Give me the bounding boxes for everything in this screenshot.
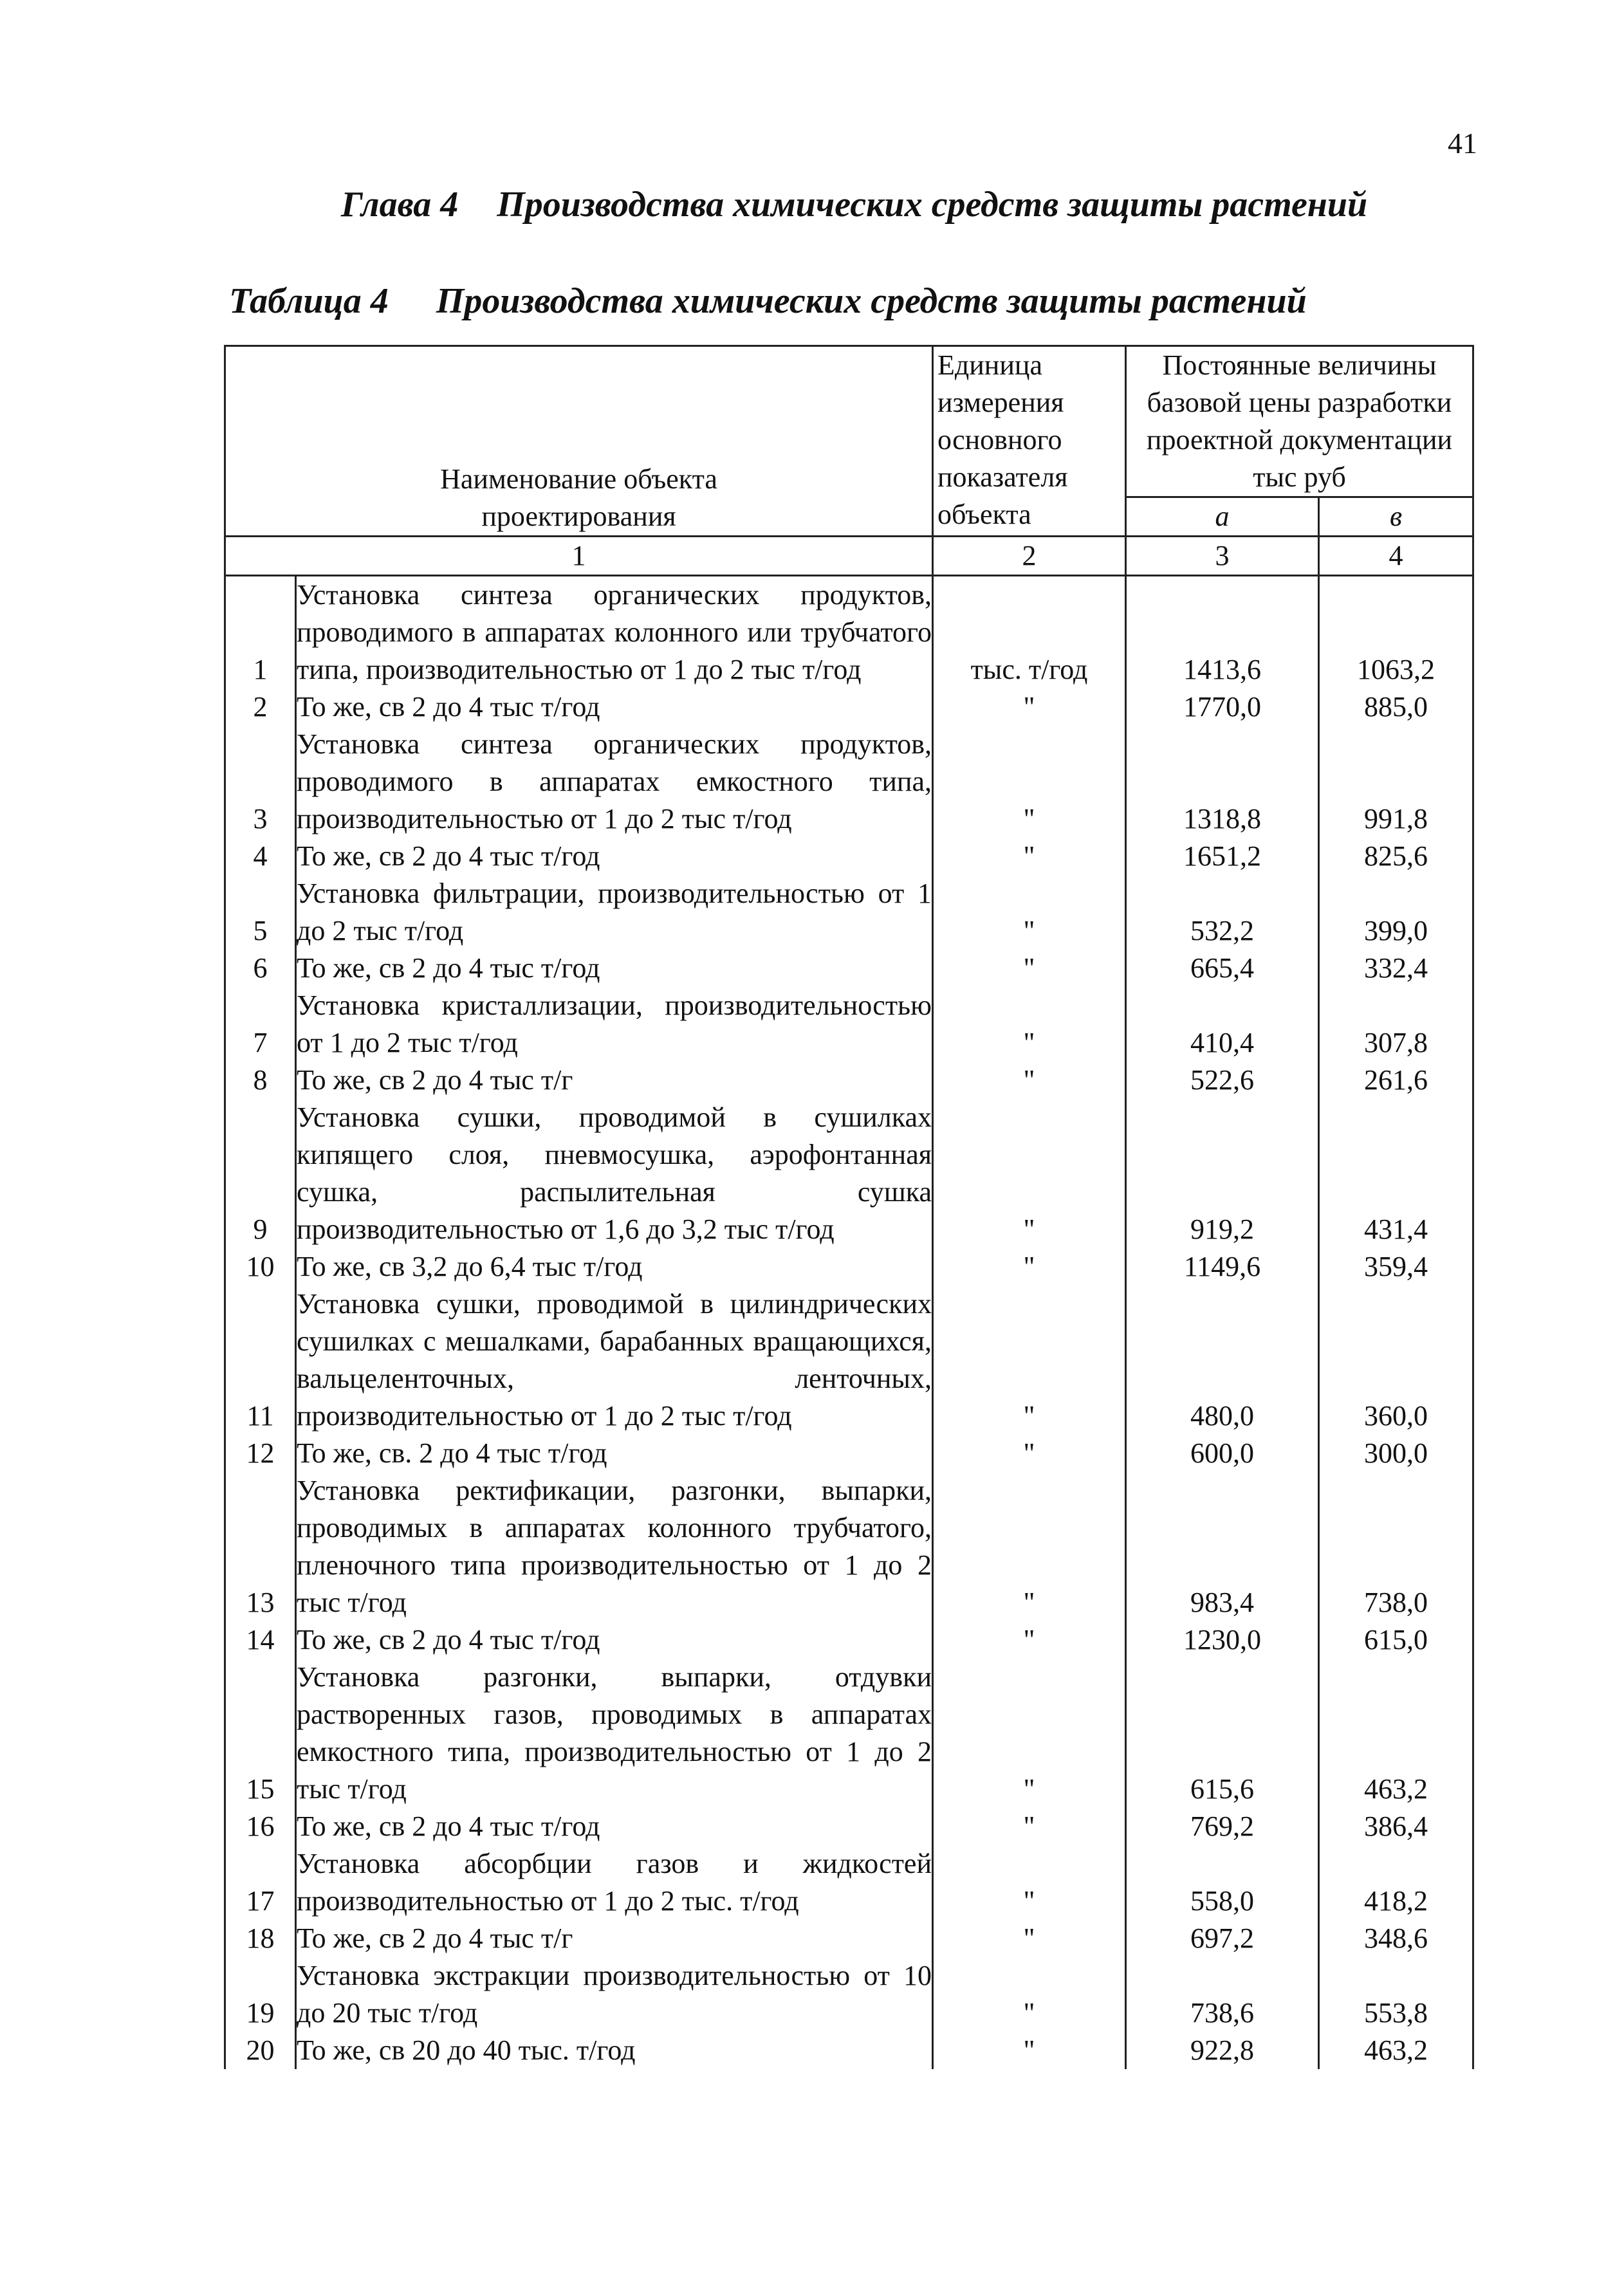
table-label: Таблица 4 xyxy=(229,281,389,321)
row-unit: " xyxy=(933,1248,1126,1285)
row-value-a: 615,6 xyxy=(1126,1659,1319,1808)
row-number: 12 xyxy=(225,1435,296,1472)
row-value-a: 522,6 xyxy=(1126,1062,1319,1099)
row-value-a: 1770,0 xyxy=(1126,688,1319,726)
row-number: 20 xyxy=(225,2032,296,2069)
table-caption xyxy=(229,281,1387,322)
table-row xyxy=(225,1435,1473,1472)
row-value-a: 1413,6 xyxy=(1126,576,1319,689)
table-row xyxy=(225,1808,1473,1845)
table-row xyxy=(225,1472,1473,1621)
row-number: 2 xyxy=(225,688,296,726)
row-name: Установка ректификации, разгонки, выпарки, проводимых в аппаратах колонного трубчатого, пленочного типа производительностью от 1 до 2 тыс т/год xyxy=(296,1472,933,1621)
table-row xyxy=(225,688,1473,726)
table-row xyxy=(225,875,1473,950)
row-value-b: 615,0 xyxy=(1319,1621,1473,1659)
row-number: 13 xyxy=(225,1472,296,1621)
row-name: То же, св 2 до 4 тыс т/год xyxy=(296,950,933,987)
row-unit: " xyxy=(933,875,1126,950)
row-unit: " xyxy=(933,1621,1126,1659)
header-constants: Постоянные величины базовой цены разработки проектной документации тыс руб xyxy=(1126,346,1473,497)
row-value-a: 665,4 xyxy=(1126,950,1319,987)
table-row xyxy=(225,576,1473,689)
table-row xyxy=(225,1099,1473,1248)
table-row xyxy=(225,1285,1473,1435)
table-row xyxy=(225,1920,1473,1957)
row-value-b: 463,2 xyxy=(1319,2032,1473,2069)
header-name: Наименование объекта проектирования xyxy=(225,346,933,537)
row-name: То же, св 3,2 до 6,4 тыс т/год xyxy=(296,1248,933,1285)
row-name: То же, св 2 до 4 тыс т/г xyxy=(296,1920,933,1957)
row-value-a: 769,2 xyxy=(1126,1808,1319,1845)
row-unit: " xyxy=(933,1062,1126,1099)
row-value-b: 360,0 xyxy=(1319,1285,1473,1435)
row-number: 8 xyxy=(225,1062,296,1099)
row-value-b: 1063,2 xyxy=(1319,576,1473,689)
row-unit: " xyxy=(933,1285,1126,1435)
row-value-b: 332,4 xyxy=(1319,950,1473,987)
row-number: 5 xyxy=(225,875,296,950)
row-name: То же, св 2 до 4 тыс т/год xyxy=(296,838,933,875)
chapter-heading xyxy=(341,184,1461,225)
row-value-b: 261,6 xyxy=(1319,1062,1473,1099)
row-value-b: 431,4 xyxy=(1319,1099,1473,1248)
row-name: То же, св 20 до 40 тыс. т/год xyxy=(296,2032,933,2069)
row-number: 1 xyxy=(225,576,296,689)
row-unit: " xyxy=(933,1099,1126,1248)
row-name: То же, св 2 до 4 тыс т/год xyxy=(296,688,933,726)
row-name: Установка кристаллизации, производительностью от 1 до 2 тыс т/год xyxy=(296,987,933,1062)
row-value-b: 553,8 xyxy=(1319,1957,1473,2032)
row-value-b: 386,4 xyxy=(1319,1808,1473,1845)
row-name: То же, св 2 до 4 тыс т/год xyxy=(296,1621,933,1659)
row-number: 14 xyxy=(225,1621,296,1659)
row-unit: " xyxy=(933,1920,1126,1957)
row-unit: тыс. т/год xyxy=(933,576,1126,689)
row-number: 4 xyxy=(225,838,296,875)
row-value-a: 738,6 xyxy=(1126,1957,1319,2032)
row-number: 18 xyxy=(225,1920,296,1957)
row-number: 9 xyxy=(225,1099,296,1248)
row-value-a: 919,2 xyxy=(1126,1099,1319,1248)
row-name: Установка синтеза органических продуктов, проводимого в аппаратах емкостного типа, производительностью от 1 до 2 тыс т/год xyxy=(296,726,933,838)
row-unit: " xyxy=(933,1808,1126,1845)
row-value-b: 348,6 xyxy=(1319,1920,1473,1957)
row-value-a: 410,4 xyxy=(1126,987,1319,1062)
table-row xyxy=(225,2032,1473,2069)
row-unit: " xyxy=(933,726,1126,838)
row-number: 7 xyxy=(225,987,296,1062)
row-value-b: 418,2 xyxy=(1319,1845,1473,1920)
row-value-a: 532,2 xyxy=(1126,875,1319,950)
row-value-b: 991,8 xyxy=(1319,726,1473,838)
row-value-b: 738,0 xyxy=(1319,1472,1473,1621)
table-row xyxy=(225,950,1473,987)
price-table xyxy=(224,345,1474,2069)
row-name: Установка синтеза органических продуктов, проводимого в аппаратах колонного или трубчатого типа, производительностью от 1 до 2 тыс т/год xyxy=(296,576,933,689)
column-number-3: 3 xyxy=(1126,537,1319,576)
row-number: 10 xyxy=(225,1248,296,1285)
row-value-a: 600,0 xyxy=(1126,1435,1319,1472)
row-unit: " xyxy=(933,1472,1126,1621)
row-unit: " xyxy=(933,987,1126,1062)
chapter-label: Глава 4 xyxy=(341,185,459,225)
row-value-a: 1230,0 xyxy=(1126,1621,1319,1659)
table-row xyxy=(225,1062,1473,1099)
column-number-2: 2 xyxy=(933,537,1126,576)
row-name: То же, св. 2 до 4 тыс т/год xyxy=(296,1435,933,1472)
row-unit: " xyxy=(933,1957,1126,2032)
column-number-4: 4 xyxy=(1319,537,1473,576)
row-value-a: 922,8 xyxy=(1126,2032,1319,2069)
row-unit: " xyxy=(933,950,1126,987)
row-unit: " xyxy=(933,1845,1126,1920)
row-name: Установка сушки, проводимой в сушилках кипящего слоя, пневмосушка, аэрофонтанная сушка, распылительная сушка производительностью от 1,6 до 3,2 тыс т/год xyxy=(296,1099,933,1248)
row-unit: " xyxy=(933,2032,1126,2069)
table-body xyxy=(225,576,1473,2070)
row-value-a: 558,0 xyxy=(1126,1845,1319,1920)
row-value-a: 697,2 xyxy=(1126,1920,1319,1957)
row-name: Установка фильтрации, производительностью от 1 до 2 тыс т/год xyxy=(296,875,933,950)
table-row xyxy=(225,1248,1473,1285)
header-b: в xyxy=(1319,497,1473,537)
table-row xyxy=(225,726,1473,838)
table-row xyxy=(225,838,1473,875)
row-value-a: 480,0 xyxy=(1126,1285,1319,1435)
row-number: 16 xyxy=(225,1808,296,1845)
row-value-b: 825,6 xyxy=(1319,838,1473,875)
row-number: 19 xyxy=(225,1957,296,2032)
table-row xyxy=(225,1957,1473,2032)
chapter-title: Производства химических средств защиты растений xyxy=(497,185,1368,225)
table-row xyxy=(225,1659,1473,1808)
row-value-b: 399,0 xyxy=(1319,875,1473,950)
column-number-1: 1 xyxy=(225,537,933,576)
row-name: Установка разгонки, выпарки, отдувки растворенных газов, проводимых в аппаратах емкостного типа, производительностью от 1 до 2 тыс т/год xyxy=(296,1659,933,1808)
row-value-b: 463,2 xyxy=(1319,1659,1473,1808)
row-value-b: 300,0 xyxy=(1319,1435,1473,1472)
table-row xyxy=(225,1621,1473,1659)
row-name: Установка сушки, проводимой в цилиндрических сушилках с мешалками, барабанных вращающихся, вальцеленточных, ленточных, производительностью от 1 до 2 тыс т/год xyxy=(296,1285,933,1435)
row-unit: " xyxy=(933,1435,1126,1472)
row-number: 6 xyxy=(225,950,296,987)
row-value-a: 1651,2 xyxy=(1126,838,1319,875)
row-value-a: 1149,6 xyxy=(1126,1248,1319,1285)
page-number: 41 xyxy=(1448,127,1477,160)
row-name: Установка экстракции производительностью от 10 до 20 тыс т/год xyxy=(296,1957,933,2032)
row-unit: " xyxy=(933,838,1126,875)
row-unit: " xyxy=(933,688,1126,726)
row-value-b: 307,8 xyxy=(1319,987,1473,1062)
row-value-b: 359,4 xyxy=(1319,1248,1473,1285)
table-row xyxy=(225,987,1473,1062)
row-number: 11 xyxy=(225,1285,296,1435)
row-number: 17 xyxy=(225,1845,296,1920)
header-unit: Единица измерения основного показателя объекта xyxy=(933,346,1126,537)
row-number: 3 xyxy=(225,726,296,838)
table-row xyxy=(225,1845,1473,1920)
row-value-a: 1318,8 xyxy=(1126,726,1319,838)
row-value-b: 885,0 xyxy=(1319,688,1473,726)
row-name: То же, св 2 до 4 тыс т/год xyxy=(296,1808,933,1845)
row-number: 15 xyxy=(225,1659,296,1808)
header-a: а xyxy=(1126,497,1319,537)
row-name: Установка абсорбции газов и жидкостей производительностью от 1 до 2 тыс. т/год xyxy=(296,1845,933,1920)
table-title: Производства химических средств защиты растений xyxy=(436,281,1307,321)
row-unit: " xyxy=(933,1659,1126,1808)
row-name: То же, св 2 до 4 тыс т/г xyxy=(296,1062,933,1099)
row-value-a: 983,4 xyxy=(1126,1472,1319,1621)
